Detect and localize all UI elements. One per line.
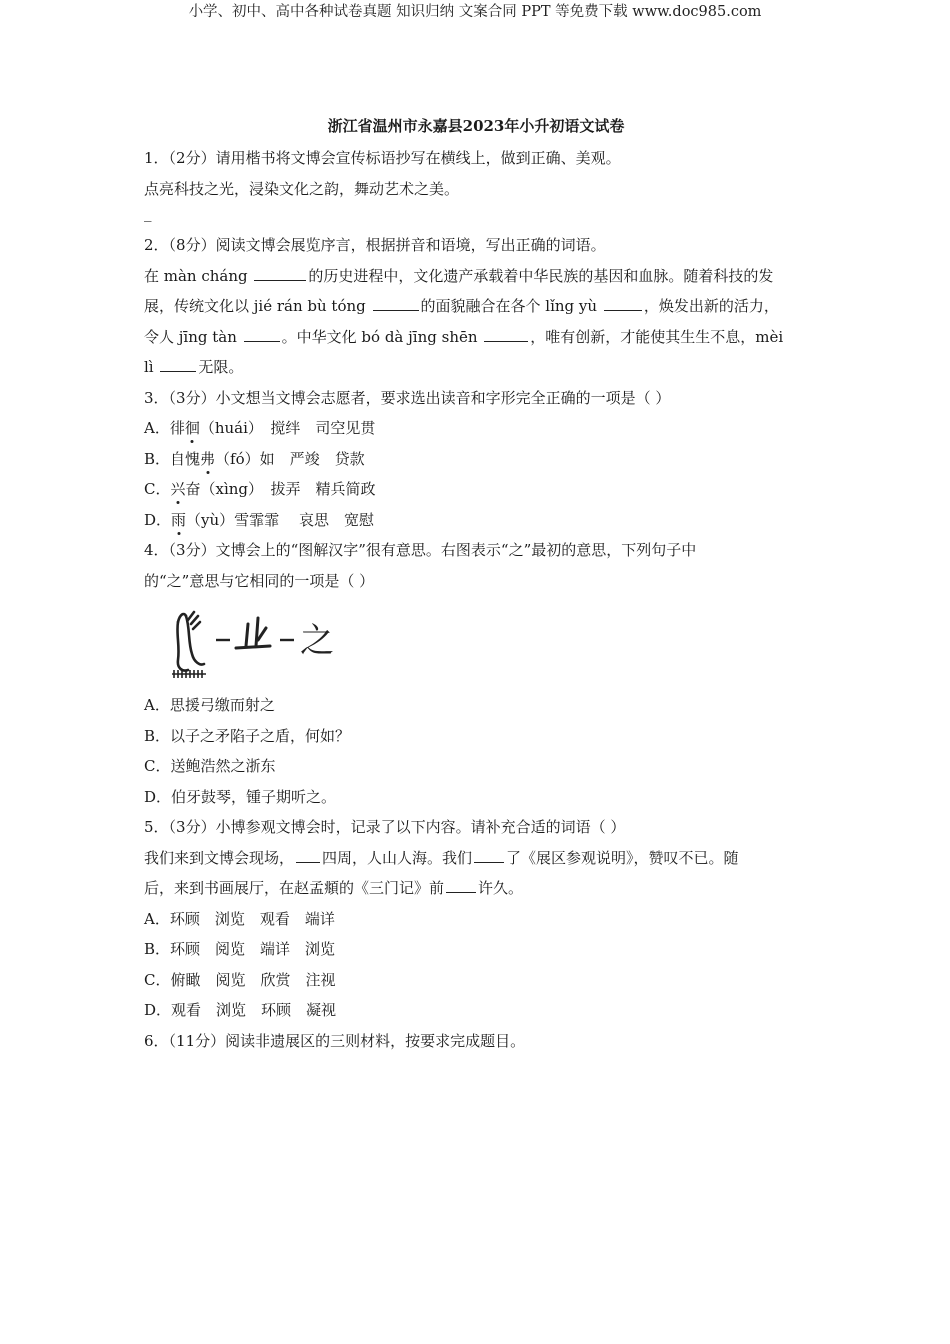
q5-passage-line-1	[144, 843, 808, 874]
option-text: B．自愧	[144, 449, 201, 468]
q5-option-b[interactable]: B．环顾 阅览 端详 浏览	[144, 940, 336, 958]
q2-paragraph-line-2	[144, 291, 808, 322]
q3-option-d[interactable]	[144, 505, 808, 536]
foot-to-zhi-evolution-illustration	[166, 602, 356, 686]
q2-paragraph-line-1	[144, 261, 808, 292]
q4-stem-line-2: 的“之”意思与它相同的一项是（ ）	[144, 571, 375, 590]
q2-paragraph-line-4	[144, 352, 808, 383]
option-text: 奋（xìng） 拔弄 精兵简政	[185, 480, 376, 498]
q5-blank-3[interactable]	[446, 878, 476, 893]
q5-option-a[interactable]: A．环顾 浏览 观看 端详	[144, 909, 335, 928]
exam-title: 浙江省温州市永嘉县2023年小升初语文试卷	[327, 117, 625, 135]
q1-stem: 1．（2分）请用楷书将文博会宣传标语抄写在横线上，做到正确、美观。	[144, 149, 621, 167]
q2-blank-1[interactable]	[254, 266, 306, 281]
q4-option-b[interactable]: B．以子之矛陷子之盾，何如？	[144, 726, 351, 745]
dotted-character: 兴	[170, 480, 186, 498]
character-evolution-figure	[144, 596, 808, 686]
q5-text: 四周，人山人海。我们	[322, 848, 473, 867]
q5-text: 后，来到书画展厅，在赵孟頫的《三门记》前	[144, 879, 445, 897]
q4-option-c[interactable]: C．送鲍浩然之浙东	[144, 757, 276, 775]
q5-text: 了《展区参观说明》，赞叹不已。随	[506, 848, 739, 867]
seal-script-zhi-icon	[236, 618, 270, 648]
option-text: A．徘	[144, 419, 185, 437]
q5-passage-line-2	[144, 873, 808, 904]
q3-stem: 3．（3分）小文想当文博会志愿者，要求选出读音和字形完全正确的一项是（ ）	[144, 388, 671, 407]
q5-stem: 5．（3分）小博参观文博会时，记录了以下内容。请补充合适的词语（ ）	[144, 818, 626, 836]
q2-blank-5[interactable]	[484, 327, 528, 342]
q2-stem: 2．（8分）阅读文博会展览序言，根据拼音和语境，写出正确的词语。	[144, 236, 606, 254]
q2-text: 在 màn cháng	[144, 266, 253, 285]
q4-option-a[interactable]: A．思援弓缴而射之	[144, 696, 275, 714]
q1-slogan: 点亮科技之光，浸染文化之韵，舞动艺术之美。	[144, 179, 460, 198]
modern-zhi-glyph: 之	[300, 621, 334, 661]
dotted-character: 弗	[200, 449, 216, 468]
q3-option-c[interactable]	[144, 474, 808, 505]
q2-text: 的面貌融合在各个 lǐng yù	[420, 297, 602, 315]
q2-blank-3[interactable]	[604, 296, 642, 311]
q5-blank-1[interactable]	[296, 848, 320, 863]
option-text: C．	[144, 480, 171, 498]
q2-blank-2[interactable]	[373, 296, 419, 311]
q2-text: 展，传统文化以 jié rán bù tóng	[144, 297, 371, 315]
page-header-banner: 小学、初中、高中各种试卷真题 知识归纳 文案合同 PPT 等免费下载 www.doc985.com	[188, 4, 762, 20]
q2-text: 无限。	[198, 358, 244, 376]
q2-text: 。中华文化 bó dà jīng shēn	[281, 327, 483, 346]
q2-paragraph-line-3	[144, 322, 808, 353]
q6-stem: 6．（11分）阅读非遗展区的三则材料，按要求完成题目。	[144, 1031, 526, 1050]
ground-hatch-icon	[172, 670, 206, 678]
q5-option-c[interactable]: C．俯瞰 阅览 欣赏 注视	[144, 970, 336, 989]
option-text: （fó）如 严竣 贷款	[215, 449, 365, 468]
q2-blank-4[interactable]	[244, 327, 280, 342]
q3-option-b[interactable]	[144, 444, 808, 475]
q2-text: 的历史进程中，文化遗产承载着中华民族的基因和血脉。随着科技的发	[308, 266, 774, 285]
q2-blank-6[interactable]	[160, 357, 196, 372]
q2-text: ，唯有创新，才能使其生生不息，mèi	[530, 327, 784, 346]
q1-answer-line: _	[144, 204, 152, 222]
q5-text: 许久。	[478, 879, 524, 897]
dotted-character: 徊	[184, 419, 200, 437]
q2-text: 令人 jīng tàn	[144, 327, 242, 346]
q4-option-d[interactable]: D．伯牙鼓琴，锺子期听之。	[144, 787, 337, 806]
q2-text: ，焕发出新的活力，	[643, 297, 779, 315]
q3-option-a[interactable]	[144, 413, 808, 444]
dotted-character: 雨	[171, 510, 187, 529]
exam-document	[144, 116, 808, 1056]
q5-text: 我们来到文博会现场，	[144, 848, 295, 867]
option-text: D．	[144, 510, 172, 529]
q4-stem-line-1: 4．（3分）文博会上的“图解汉字”很有意思。右图表示“之”最初的意思，下列句子中	[144, 541, 697, 559]
option-text: （huái） 搅绊 司空见贯	[199, 419, 376, 437]
foot-pictograph-icon	[177, 612, 204, 671]
q5-blank-2[interactable]	[474, 848, 504, 863]
option-text: （yù）雪霏霏 哀思 宽慰	[186, 510, 374, 529]
q2-text: lì	[144, 358, 159, 376]
q5-option-d[interactable]: D．观看 浏览 环顾 凝视	[144, 1001, 337, 1019]
